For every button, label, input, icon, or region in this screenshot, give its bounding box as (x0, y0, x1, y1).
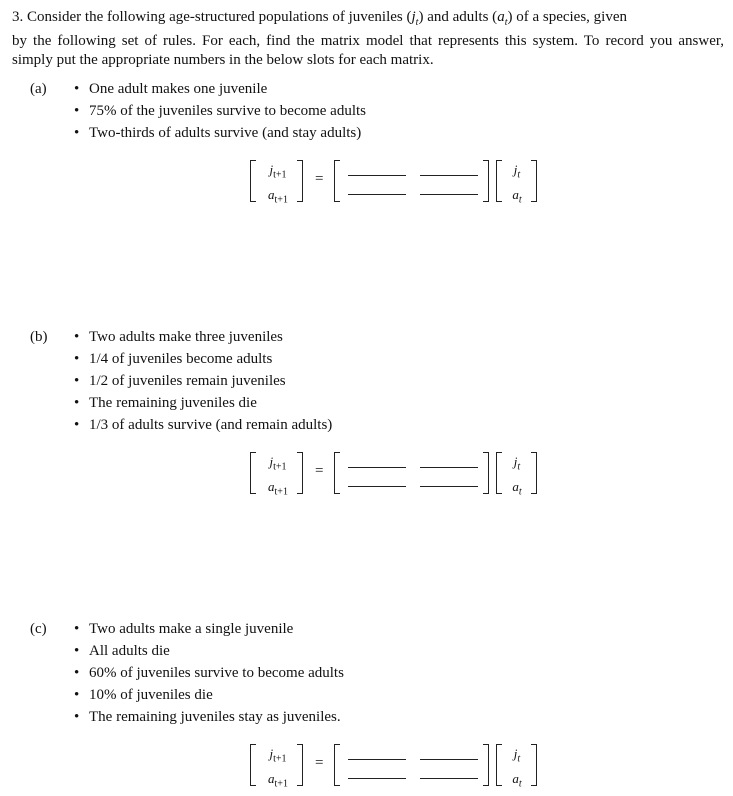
left-bracket (250, 744, 256, 786)
rule-item: • The remaining juveniles stay as juveniles. (74, 706, 344, 728)
equals-sign: = (315, 755, 324, 771)
answer-slot-12[interactable] (420, 759, 478, 760)
answer-slot-11[interactable] (348, 175, 406, 176)
equals-sign: = (315, 463, 324, 479)
matrix-equation (250, 452, 550, 498)
rhs-vector: $j_t$ $a_t$ (512, 162, 522, 206)
right-bracket (531, 160, 537, 202)
rule-item: • One adult makes one juvenile (74, 78, 366, 100)
rules-list (74, 326, 332, 436)
answer-slot-21[interactable] (348, 486, 406, 487)
left-bracket (334, 744, 340, 786)
lhs-vector: $j_{t+1}$ $a_{t+1}$ (268, 454, 288, 498)
left-bracket (250, 452, 256, 494)
rule-item: • 60% of juveniles survive to become adults (74, 662, 344, 684)
right-bracket (483, 452, 489, 494)
part-label: (a) (30, 81, 47, 97)
answer-slot-11[interactable] (348, 467, 406, 468)
intro-line-1: 3. Consider the following age-structured populations of juveniles $(j_t)$ and adults $(a_t)$ of a species, given (12, 9, 628, 28)
lhs-vector: $j_{t+1}$ $a_{t+1}$ (268, 746, 288, 790)
rule-item: • 10% of juveniles die (74, 684, 344, 706)
right-bracket (297, 452, 303, 494)
rule-item: • 1/4 of juveniles become adults (74, 348, 332, 370)
problem-intro (12, 8, 724, 70)
right-bracket (531, 744, 537, 786)
answer-slot-11[interactable] (348, 759, 406, 760)
matrix-equation (250, 160, 550, 206)
left-bracket (250, 160, 256, 202)
intro-rest: by the following set of rules. For each, find the matrix model that represents this system. To record you answer, simply put the appropriate numbers in the below slots for each matrix. (12, 33, 724, 68)
right-bracket (531, 452, 537, 494)
rules-list (74, 618, 344, 728)
answer-slot-12[interactable] (420, 175, 478, 176)
equals-sign: = (315, 171, 324, 187)
rule-item: • 1/3 of adults survive (and remain adults) (74, 414, 332, 436)
left-bracket (496, 160, 502, 202)
rule-item: • Two adults make a single juvenile (74, 618, 344, 640)
lhs-vector: $j_{t+1}$ $a_{t+1}$ (268, 162, 288, 206)
rule-item: • All adults die (74, 640, 344, 662)
right-bracket (297, 744, 303, 786)
rule-item: • Two adults make three juveniles (74, 326, 332, 348)
answer-slot-12[interactable] (420, 467, 478, 468)
right-bracket (483, 744, 489, 786)
answer-slot-22[interactable] (420, 486, 478, 487)
rule-item: • 1/2 of juveniles remain juveniles (74, 370, 332, 392)
part-label: (b) (30, 329, 48, 345)
rule-item: • 75% of the juveniles survive to become adults (74, 100, 366, 122)
left-bracket (334, 452, 340, 494)
answer-slot-21[interactable] (348, 194, 406, 195)
answer-slot-22[interactable] (420, 778, 478, 779)
rhs-vector: $j_t$ $a_t$ (512, 746, 522, 790)
left-bracket (334, 160, 340, 202)
rule-item: • The remaining juveniles die (74, 392, 332, 414)
matrix-equation (250, 744, 550, 790)
rule-item: • Two-thirds of adults survive (and stay adults) (74, 122, 366, 144)
part-label: (c) (30, 621, 47, 637)
answer-slot-21[interactable] (348, 778, 406, 779)
answer-slot-22[interactable] (420, 194, 478, 195)
rules-list (74, 78, 366, 144)
right-bracket (297, 160, 303, 202)
rhs-vector: $j_t$ $a_t$ (512, 454, 522, 498)
right-bracket (483, 160, 489, 202)
left-bracket (496, 452, 502, 494)
left-bracket (496, 744, 502, 786)
